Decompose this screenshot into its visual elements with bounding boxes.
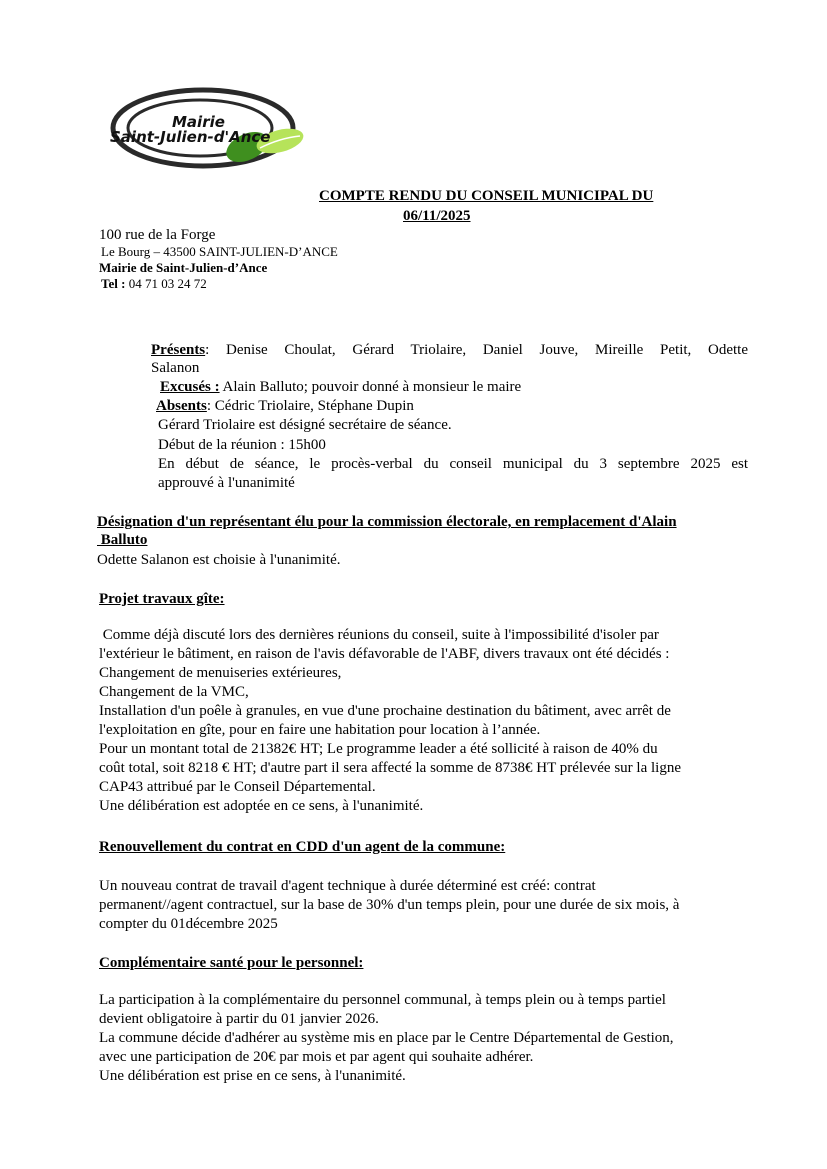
sante-line: avec une participation de 20€ par mois et par agent qui souhaite adhérer.: [99, 1049, 534, 1065]
excuses-value: Alain Balluto; pouvoir donné à monsieur le maire: [219, 379, 522, 395]
gite-line: Pour un montant total de 21382€ HT; Le programme leader a été sollicité à raison de 40% du: [99, 741, 658, 757]
excuses-line: [160, 378, 521, 397]
gite-line: Une délibération est adoptée en ce sens, à l'unanimité.: [99, 798, 424, 814]
section-title-sante: Complémentaire santé pour le personnel:: [99, 955, 364, 971]
gite-line: Changement de menuiseries extérieures,: [99, 665, 342, 681]
gite-line: Changement de la VMC,: [99, 684, 249, 700]
presents-line2: Salanon: [151, 360, 200, 376]
presents-label: Présents: [151, 342, 206, 358]
address-mairie-name: Mairie de Saint-Julien-d’Ance: [99, 260, 268, 275]
section-title-cdd: Renouvellement du contrat en CDD d'un agent de la commune:: [99, 839, 506, 855]
cdd-line: compter du 01décembre 2025: [99, 916, 278, 932]
secretary-line: Gérard Triolaire est désigné secrétaire de séance.: [158, 417, 452, 433]
section-title-gite: Projet travaux gîte:: [99, 591, 225, 607]
address-town: Le Bourg – 43500 SAINT-JULIEN-D’ANCE: [101, 244, 338, 259]
pv-line2: approuvé à l'unanimité: [158, 475, 295, 491]
absents-line: [156, 397, 414, 416]
logo: [100, 80, 320, 180]
absents-label: Absents: [156, 398, 207, 414]
sante-line: La commune décide d'adhérer au système mis en place par le Centre Départemental de Gestion,: [99, 1030, 674, 1046]
sante-line: devient obligatoire à partir du 01 janvier 2026.: [99, 1011, 379, 1027]
gite-line: l'exploitation en gîte, pour en faire une habitation pour location à l’année.: [99, 722, 541, 738]
section-title-commission: Désignation d'un représentant élu pour la commission électorale, en remplacement d'Alain: [97, 514, 677, 530]
section-text-sante: [99, 991, 749, 1086]
gite-line: coût total, soit 8218 € HT; d'autre part il sera affecté la somme de 8738€ HT prélevée sur la ligne: [99, 760, 681, 776]
absents-value: : Cédric Triolaire, Stéphane Dupin: [206, 398, 414, 414]
pv-line1-text: En début de séance, le procès-verbal du conseil municipal du 3 septembre 2025 est: [158, 456, 748, 472]
gite-line: Installation d'un poêle à granules, en vue d'une prochaine destination du bâtiment, avec arrêt de: [99, 703, 671, 719]
start-time-line: Début de la réunion : 15h00: [158, 437, 326, 453]
cdd-line: permanent//agent contractuel, sur la base de 30% d'un temps plein, pour une durée de six mois, à: [99, 897, 680, 913]
logo-text-commune: Saint-Julien-d'Ance: [110, 128, 271, 146]
document-title-date: 06/11/2025: [403, 208, 471, 224]
tel-label: Tel :: [101, 276, 126, 291]
gite-line: CAP43 attribué par le Conseil Départemental.: [99, 779, 376, 795]
section-text-gite: [99, 626, 749, 816]
gite-line: Comme déjà discuté lors des dernières réunions du conseil, suite à l'impossibilité d'isoler par: [99, 627, 659, 643]
section-title-commission-line2: Balluto: [97, 532, 148, 548]
sante-line: Une délibération est prise en ce sens, à l'unanimité.: [99, 1068, 406, 1084]
address-tel: [101, 276, 207, 292]
logo-text-mairie: Mairie: [172, 113, 225, 131]
logo-graphic: [100, 80, 320, 180]
section-text-commission: Odette Salanon est choisie à l'unanimité.: [97, 552, 341, 568]
cdd-line: Un nouveau contrat de travail d'agent technique à durée déterminé est créé: contrat: [99, 878, 596, 894]
sante-line: La participation à la complémentaire du personnel communal, à temps plein ou à temps partiel: [99, 992, 666, 1008]
presents-names: : Denise Choulat, Gérard Triolaire, Daniel Jouve, Mireille Petit, Odette: [205, 342, 748, 358]
pv-line1: [158, 455, 748, 474]
address-street: 100 rue de la Forge: [99, 227, 216, 243]
section-text-cdd: [99, 877, 749, 934]
presents-line: [151, 341, 748, 360]
excuses-label: Excusés :: [160, 379, 220, 395]
gite-line: l'extérieur le bâtiment, en raison de l'avis défavorable de l'ABF, divers travaux ont été décidés :: [99, 646, 670, 662]
tel-value: 04 71 03 24 72: [128, 276, 207, 291]
document-title-line1: COMPTE RENDU DU CONSEIL MUNICIPAL DU: [319, 188, 654, 204]
